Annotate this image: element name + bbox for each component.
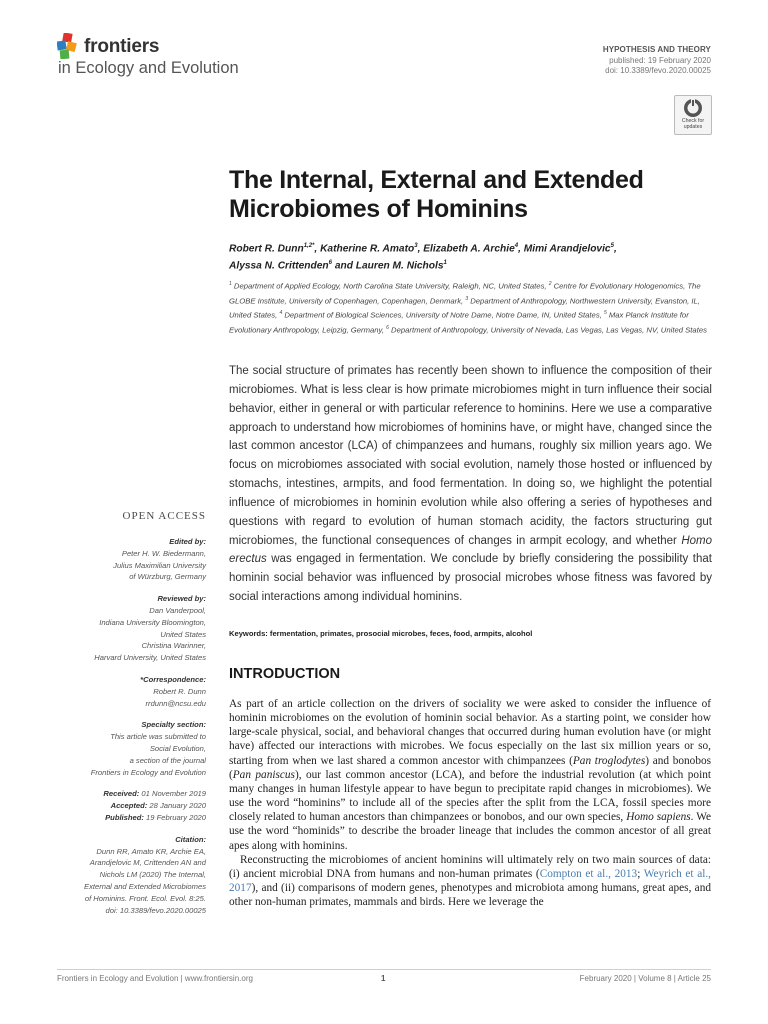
author-affiliation-ref: 4	[514, 243, 519, 249]
sidebar-line: United States	[160, 629, 206, 639]
author-name[interactable]: Katherine R. Amato	[320, 243, 415, 255]
sidebar-line: of Hominins. Front. Ecol. Evol. 8:25.	[84, 893, 206, 903]
citation-link[interactable]: Weyrich et al., 2017	[229, 867, 711, 895]
keywords: Keywords: fermentation, primates, prosocial microbes, feces, food, armpits, alcohol	[229, 629, 533, 638]
affiliations	[229, 278, 719, 336]
affiliation-text: Department of Anthropology, University of Nevada, Las Vegas, Las Vegas, NV, United States	[388, 325, 707, 335]
author-name[interactable]: Mimi Arandjelovic	[523, 243, 611, 255]
affiliation-text: Department of Biological Sciences, University of Notre Dame, Notre Dame, IN, United States,	[282, 310, 604, 320]
citation-label: Citation:	[175, 834, 206, 844]
journal-logo[interactable]	[57, 33, 287, 83]
author-affiliation-ref: 1	[443, 260, 447, 267]
sidebar-line: This article was submitted to	[110, 732, 206, 742]
introduction-body	[229, 697, 711, 909]
author-name[interactable]: Elizabeth A. Archie	[423, 243, 515, 255]
sidebar-line: Robert R. Dunn	[153, 686, 206, 696]
intro-paragraph-1: As part of an article collection on the drivers of sociality we were asked to consider the influence of hominin microbiomes on the evolution of hominin social behavior. As a starting point, we consider how large-scale physical, social, and behavioral changes that occurred during human evolution have (or might have) affected our interactions with microbes. We focus especially on the last six million years or so, starting from when we last shared a common ancestor with chimpanzees (Pan troglodytes) and bonobos (Pan paniscus), our last common ancestor (LCA), and before the industrial revolution (at which point many changes in human lifestyle appear to have begun to precipitate rapid changes in microbiomes). We use the word “hominins” to include all of the species after the split from the LCA, fossil species more closely related to human ancestors than chimpanzees or bonobos, and our own species, Homo sapiens. We use the word “hominids” to describe the broader lineage that includes the common ancestor of all great apes along with hominins.	[229, 698, 712, 852]
check-for-updates-badge[interactable]	[674, 95, 712, 135]
reviewed-by-list	[46, 605, 206, 664]
article-sidebar	[46, 509, 206, 926]
abstract-text-end: was engaged in fermentation. We conclude by briefly considering the possibility that hominin social behavior was influenced by prosocial microbes whose fitness was favored by social interactions among individual hominins.	[229, 553, 712, 604]
author-affiliation-ref: 1,2*	[303, 243, 315, 249]
sidebar-line: Dunn RR, Amato KR, Archie EA,	[96, 846, 206, 856]
footer-journal[interactable]: Frontiers in Ecology and Evolution | www.frontiersin.org	[57, 974, 253, 983]
affiliation-number: 3	[465, 295, 469, 302]
sidebar-line: a section of the journal	[129, 755, 206, 765]
affiliation-number: 1	[229, 281, 232, 287]
accepted-date: Accepted: 28 January 2020	[110, 801, 206, 811]
edited-by	[46, 536, 206, 583]
article-type: HYPOTHESIS AND THEORY	[602, 45, 711, 54]
specialty-list	[46, 731, 206, 778]
intro-paragraph-2: Reconstructing the microbiomes of ancient hominins will ultimately rely on two main sources of data: (i) ancient microbial DNA from humans and non-human primates (Compton et al., 2013; Weyrich et al., 2017), and (ii) comparisons of modern genes, phenotypes and microbiota among humans, great apes, and other non-human primates, mammals and birds. Here we leverage the	[229, 853, 711, 909]
citation-link[interactable]: Compton et al., 2013	[539, 867, 638, 880]
author-affiliation-ref: 6	[328, 260, 332, 267]
correspondence	[46, 674, 206, 709]
correspondence-label: *Correspondence:	[140, 674, 206, 684]
journal-name: in Ecology and Evolution	[58, 59, 239, 77]
sidebar-line: of Würzburg, Germany	[129, 572, 206, 582]
page-number: 1	[381, 974, 386, 983]
specialty-label: Specialty section:	[141, 720, 206, 730]
author-name[interactable]: Robert R. Dunn	[229, 243, 304, 255]
affiliation-number: 4	[279, 310, 283, 317]
sidebar-line: Indiana University Bloomington,	[99, 617, 206, 627]
author-affiliation-ref: 3	[414, 243, 418, 249]
sidebar-line: Arandjelovic M, Crittenden AN and	[89, 858, 206, 868]
sidebar-line: doi: 10.3389/fevo.2020.00025	[105, 905, 206, 915]
citation	[46, 834, 206, 917]
affiliation-number: 6	[386, 324, 389, 331]
article-doi[interactable]: doi: 10.3389/fevo.2020.00025	[605, 66, 711, 75]
affiliation-text: Centre for Evolutionary Hologenomics, The GLOBE Institute, University of Copenhagen, Copenhagen, Denmark,	[229, 281, 701, 306]
citation-list	[46, 846, 206, 917]
edited-by-list	[46, 548, 206, 583]
section-heading: INTRODUCTION	[229, 666, 341, 682]
affiliation-number: 5	[603, 310, 607, 317]
reviewed-by-label: Reviewed by:	[157, 594, 206, 604]
received-date: Received: 01 November 2019	[103, 789, 206, 799]
article-meta	[603, 45, 711, 77]
sidebar-line: Dan Vanderpool,	[149, 605, 206, 615]
article-title: The Internal, External and Extended Microbiomes of Hominins	[229, 166, 644, 223]
footer-issue: February 2020 | Volume 8 | Article 25	[579, 974, 711, 983]
footer-divider	[57, 969, 711, 970]
author-affiliation-ref: 5	[610, 243, 614, 249]
edited-by-label: Edited by:	[169, 537, 206, 546]
affiliation-text: Department of Anthropology, Northwestern University, Evanston, IL, United States,	[229, 296, 700, 320]
published-date: published: 19 February 2020	[609, 55, 711, 65]
sidebar-line: Frontiers in Ecology and Evolution	[90, 767, 206, 777]
author-list: Robert R. Dunn$^{1,2*}$, Katherine R. Amato$^3$, Elizabeth A. Archie$^4$, Mimi Arandjelovic$^5$, Alyssa N. Crittenden$^6$ and Lauren M. Nichols$^1$	[229, 243, 617, 272]
sidebar-line: Harvard University, United States	[94, 653, 206, 663]
brand-name: frontiers	[84, 36, 160, 57]
affiliation-number: 2	[548, 281, 552, 287]
sidebar-line: Julius Maximilian University	[113, 560, 206, 570]
author-name[interactable]: Alyssa N. Crittenden	[229, 260, 329, 272]
specialty-section	[46, 719, 206, 778]
article-dates	[46, 788, 206, 823]
correspondence-list[interactable]	[46, 686, 206, 710]
sidebar-line: Social Evolution,	[149, 743, 206, 753]
affiliation-text: Department of Applied Ecology, North Carolina State University, Raleigh, NC, United States,	[231, 281, 549, 291]
affiliation-text: Max Planck Institute for Evolutionary Anthropology, Leipzig, Germany,	[229, 310, 689, 335]
author-name[interactable]: Lauren M. Nichols	[355, 260, 444, 272]
open-access-label: OPEN ACCESS	[122, 510, 206, 522]
frontiers-logo-icon	[57, 33, 81, 59]
abstract	[229, 362, 712, 607]
sidebar-line: Christina Warinner,	[141, 641, 206, 651]
sidebar-line: External and Extended Microbiomes	[84, 881, 206, 891]
sidebar-line: Nichols LM (2020) The Internal,	[99, 870, 206, 880]
published-date-sidebar: Published: 19 February 2020	[105, 812, 206, 822]
abstract-text: The social structure of primates has recently been shown to influence the composition of their microbiomes. What is less clear is how primate microbiomes might in turn influence their social behavior, either in general or with particular reference to hominins. Here we use a comparative approach to understand how microbiomes of hominins have, or might have, changed since the last common ancestor (LCA) of chimpanzees and humans, roughly six million years ago. We focus on microbiomes associated with social evolution, namely those hosted or influenced by stomachs, intestines, armpits, and food fermentation. In doing so, we highlight the potential influence of microbiomes in hominin evolution while also offering a series of hypotheses and questions with regard to evolution of human stomach acidity, the factors structuring gut microbiomes, the functional consequences of changes in armpit ecology, and whether	[229, 365, 712, 547]
reviewed-by	[46, 593, 206, 664]
check-updates-label: Check for updates	[681, 118, 705, 130]
abstract-species: Homo erectus	[229, 534, 712, 566]
sidebar-line: rrdunn@ncsu.edu	[145, 698, 206, 708]
sidebar-line: Peter H. W. Biedermann,	[121, 548, 206, 558]
